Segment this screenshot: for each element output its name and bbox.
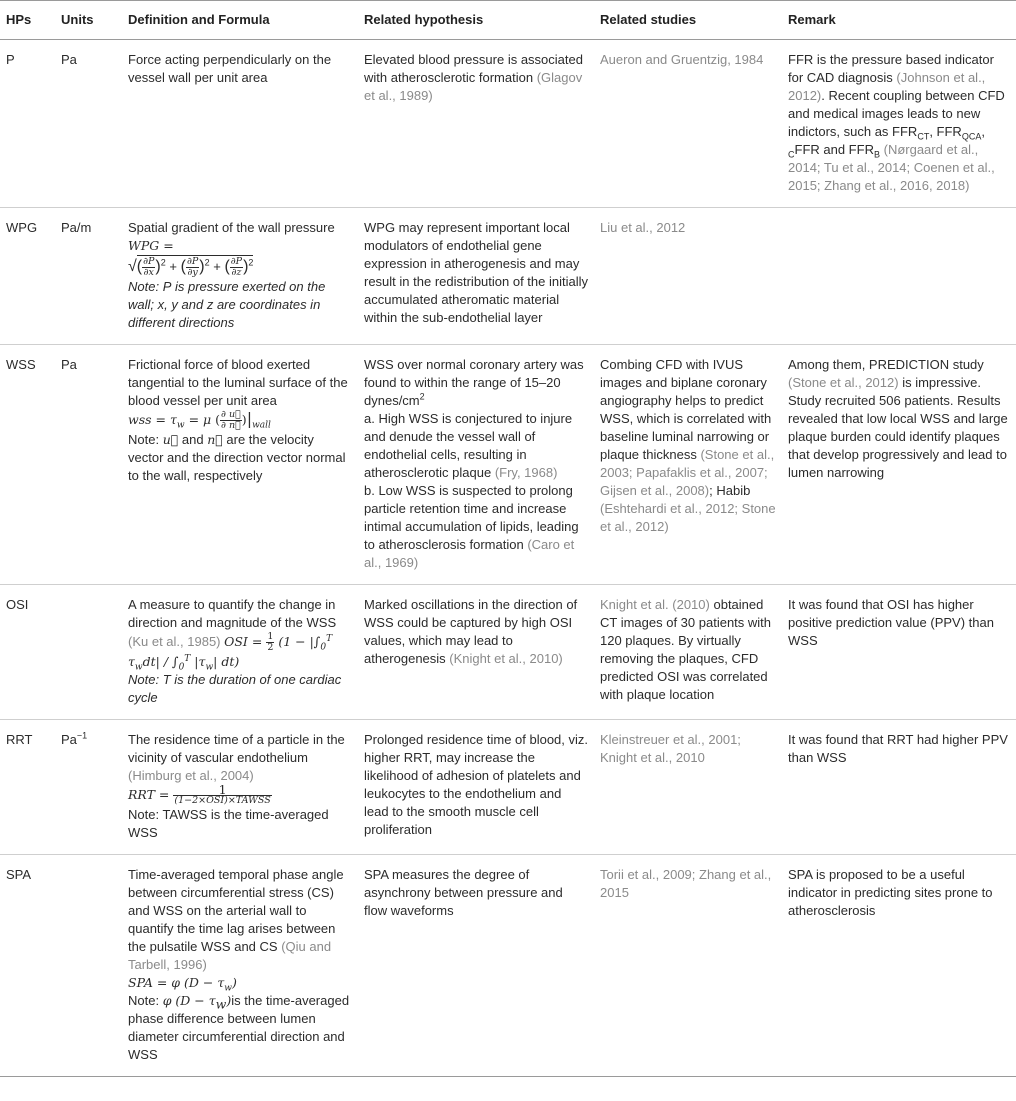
- table-row-osi: [0, 585, 1016, 720]
- cell-hypothesis: [358, 345, 594, 585]
- cell-studies[interactable]: Aueron and Gruentzig, 1984: [600, 52, 764, 67]
- hypothesis-b: b. Low WSS is suspected to prolong particle retention time and increase intimal accumulation of lipids, leading to atherosclerosis formation (Caro et al., 1969): [364, 483, 579, 570]
- wpg-formula-lhs: WPG =: [128, 238, 174, 253]
- remark-text: , FFR: [929, 124, 962, 139]
- hypothesis-a: a. High WSS is conjectured to injure and denude the vessel wall of endothelial cells, resulting in atherosclerotic plaque (Fry, 1968): [364, 411, 573, 480]
- reference-link[interactable]: (Stone et al., 2003; Papafaklis et al., 2007; Gijsen et al., 2008): [600, 447, 775, 498]
- reference-link[interactable]: (Glagov et al., 1989): [364, 70, 583, 103]
- cell-studies: [594, 585, 782, 720]
- wss-formula: wss = $\tau_w = \mu$ ( $\frac{\partial u⃗}{\partial n⃗}$ )$|_{wall}$: [128, 409, 271, 431]
- wpg-note: Note: P is pressure exerted on the wall; x, y and z are coordinates in different directions: [128, 279, 326, 330]
- header-remark: Remark: [788, 12, 836, 27]
- header-studies: Related studies: [600, 12, 697, 27]
- reference-link[interactable]: (Stone et al., 2012): [788, 375, 899, 390]
- table-row-wpg: [0, 208, 1016, 345]
- cell-hp: SPA: [6, 867, 32, 882]
- cell-hp: P: [6, 52, 15, 67]
- studies-text: Combing CFD with IVUS images and biplane coronary angiography helps to predict WSS, which is correlated with baseline luminal narrowing or plaque thickness: [600, 357, 772, 462]
- cell-hypothesis: SPA measures the degree of asynchrony between pressure and flow waveforms: [364, 867, 563, 918]
- table-row-p: [0, 40, 1016, 208]
- table-row-rrt: [0, 720, 1016, 855]
- reference-link[interactable]: (Eshtehardi et al., 2012; Stone et al., 2012): [600, 501, 776, 534]
- osi-formula: OSI = $\frac{1}{2}$ ($1 - |\int_0^T$ $\tau_wdt| / \int_0^T$ $|\tau_w|$ dt): [128, 631, 333, 673]
- cell-hypothesis: [358, 585, 594, 720]
- reference-link[interactable]: (Qiu and Tarbell, 1996): [128, 939, 332, 972]
- cell-remark: [782, 208, 1016, 345]
- cell-unit: Pa/m: [61, 220, 92, 235]
- cell-remark: It was found that RRT had higher PPV than WSS: [788, 732, 1008, 765]
- cell-studies[interactable]: Liu et al., 2012: [600, 220, 686, 235]
- rrt-formula: RRT = $\frac{1}{\text{(1−2×OSI)×TAWSS}}$: [128, 782, 271, 806]
- wss-note: Note: u⃗ and n⃗ are the velocity vector and the direction vector normal to the wall, respectively: [128, 432, 346, 483]
- reference-link[interactable]: (Ku et al., 1985): [128, 634, 221, 649]
- reference-link[interactable]: Knight et al. (2010): [600, 597, 710, 612]
- reference-link[interactable]: (Fry, 1968): [494, 465, 558, 480]
- hypothesis-text: WSS over normal coronary artery was found to within the range of 15–20 dynes/$cm^2$: [364, 357, 584, 408]
- cell-studies: [594, 345, 782, 585]
- cell-hp: OSI: [6, 597, 29, 612]
- spa-note: Note: φ $(D - \tau_w)is$ the time-averaged phase difference between lumen diameter circumferential direction and WSS: [128, 993, 350, 1062]
- cell-definition: Force acting perpendicularly on the vessel wall per unit area: [128, 52, 332, 85]
- remark-text: Among them, PREDICTION study: [788, 357, 984, 372]
- definition-text: Time-averaged temporal phase angle between circumferential stress (CS) and WSS on the arterial wall to quantify the time lag arises between the pulsatile WSS and CS: [128, 867, 344, 954]
- header-hps: HPs: [6, 12, 32, 27]
- cell-hp: WSS: [6, 357, 36, 372]
- remark-text: FFR is the pressure based indicator for CAD diagnosis: [788, 52, 994, 85]
- header-units: Units: [61, 12, 94, 27]
- cell-remark: SPA is proposed to be a useful indicator in predicting sites prone to atherosclerosis: [788, 867, 993, 918]
- table-row-spa: [0, 855, 1016, 1077]
- reference-link[interactable]: (Nørgaard et al., 2014; Tu et al., 2014; Coenen et al., 2015; Zhang et al., 2016, 2018): [788, 142, 995, 193]
- subscript: C: [788, 149, 795, 160]
- cell-unit: Pa: [61, 357, 77, 372]
- cell-remark: [782, 345, 1016, 585]
- cell-hypothesis: WPG may represent important local modulators of endothelial gene expression in atherogenesis and may result in the redistribution of the initially accumulated atheromatic material within the sub-endothelial layer: [364, 220, 589, 325]
- remark-text: . Recent coupling between CFD and medical images leads to new indictors, such as FFR: [788, 88, 1005, 139]
- wpg-formula: √( $\frac{\partial P}{\partial x}$ )$^2$ + ( $\frac{\partial P}{\partial y}$ )$^2$ + ( $\frac{\partial P}{\partial z}$ )$^2$: [128, 256, 254, 278]
- remark-text: ,: [981, 124, 985, 139]
- reference-link[interactable]: (Johnson et al., 2012): [788, 70, 986, 103]
- header-hypothesis: Related hypothesis: [364, 12, 484, 27]
- reference-link[interactable]: (Knight et al., 2010): [449, 651, 563, 666]
- subscript: CT: [917, 131, 930, 142]
- osi-note: Note: T is the duration of one cardiac cycle: [128, 672, 342, 705]
- studies-text: ; Habib: [709, 483, 751, 498]
- reference-link[interactable]: (Caro et al., 1969): [364, 537, 575, 570]
- spa-formula: SPA = φ $(D - \tau_w)$: [128, 975, 237, 994]
- cell-definition: [122, 720, 358, 855]
- table-header-row: [0, 1, 1016, 40]
- cell-remark: [782, 40, 1016, 208]
- reference-link[interactable]: (Himburg et al., 2004): [128, 768, 254, 783]
- cell-definition: [122, 585, 358, 720]
- cell-unit: [55, 585, 122, 720]
- subscript: B: [873, 149, 880, 160]
- cell-unit: Pa: [61, 52, 77, 67]
- cell-definition: [122, 208, 358, 345]
- cell-remark: It was found that OSI has higher positive prediction value (PPV) than WSS: [788, 597, 994, 648]
- cell-definition: [122, 345, 358, 585]
- remark-text: is impressive. Study recruited 506 patients. Results revealed that low local WSS and large plaque burden could identify plaques that develop progressively and lead to lumen narrowing: [788, 375, 1008, 480]
- studies-text: obtained CT images of 30 patients with 120 plaques. By virtually removing the plaques, CFD predicted OSI was correlated with plaque location: [600, 597, 772, 702]
- cell-studies[interactable]: Kleinstreuer et al., 2001; Knight et al., 2010: [600, 732, 741, 765]
- remark-text: FFR and FFR: [794, 142, 874, 157]
- cell-unit: [55, 855, 122, 1077]
- subscript: QCA: [961, 131, 982, 142]
- definition-text: Frictional force of blood exerted tangential to the luminal surface of the blood vessel per unit area: [128, 357, 348, 408]
- definition-text: Spatial gradient of the wall pressure: [128, 220, 335, 235]
- cell-unit: $Pa^{-1}$: [61, 730, 88, 747]
- cell-definition: [122, 855, 358, 1077]
- cell-hypothesis: [358, 40, 594, 208]
- cell-studies[interactable]: Torii et al., 2009; Zhang et al., 2015: [600, 867, 772, 900]
- cell-hp: WPG: [6, 220, 38, 235]
- cell-hp: RRT: [6, 732, 33, 747]
- definition-text: The residence time of a particle in the vicinity of vascular endothelium: [128, 732, 345, 765]
- rrt-note: Note: TAWSS is the time-averaged WSS: [128, 807, 329, 840]
- table-row-wss: [0, 345, 1016, 585]
- hypothesis-text: Marked oscillations in the direction of WSS could be captured by high OSI values, which may lead to atherogenesis: [364, 597, 578, 666]
- header-definition: Definition and Formula: [128, 12, 270, 27]
- hypothesis-text: Elevated blood pressure is associated with atherosclerotic formation: [364, 52, 583, 85]
- cell-hypothesis: Prolonged residence time of blood, viz. higher RRT, may increase the likelihood of adhesion of platelets and leukocytes to the endothelium and lead to the smooth muscle cell proliferation: [364, 732, 589, 837]
- definition-text: A measure to quantify the change in direction and magnitude of the WSS: [128, 597, 337, 630]
